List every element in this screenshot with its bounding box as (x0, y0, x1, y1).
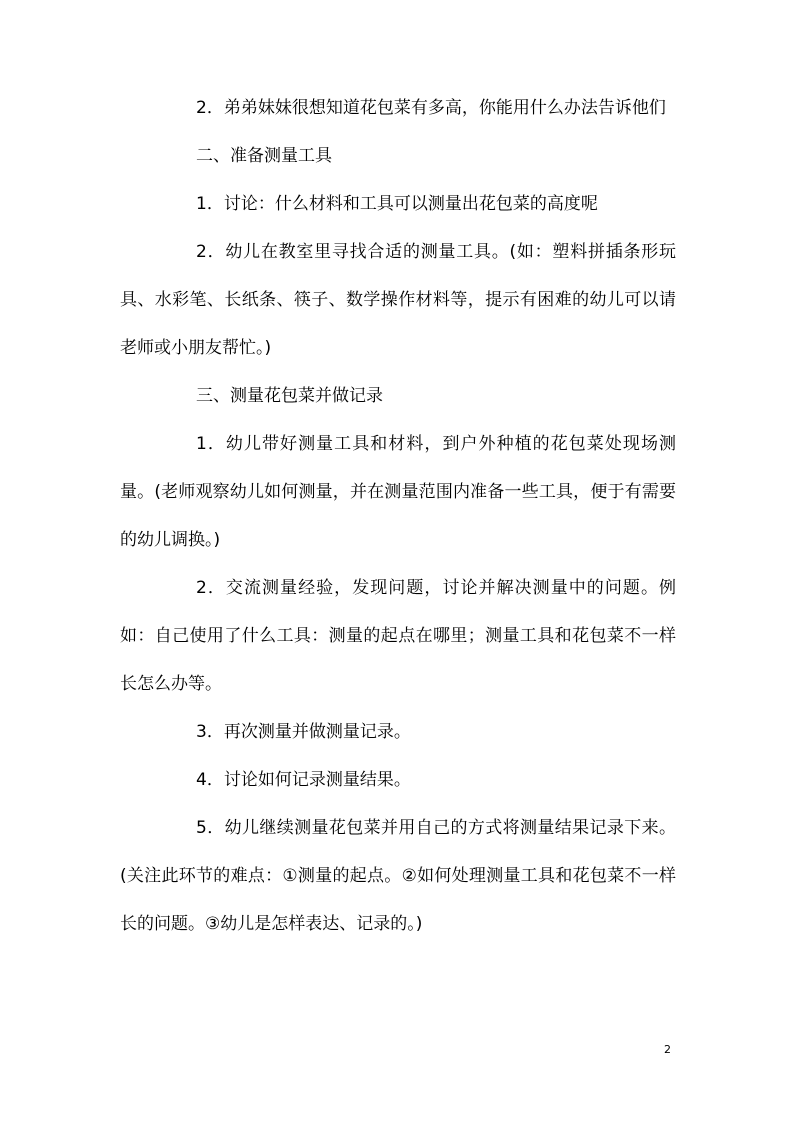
section-heading: 三、测量花包菜并做记录 (196, 386, 383, 406)
paragraph: 2．交流测量经验，发现问题，讨论并解决测量中的问题。例如：自己使用了什么工具：测量的起点在哪里；测量工具和花包菜不一样长怎么办等。 (120, 578, 676, 694)
paragraph: 2．幼儿在教室里寻找合适的测量工具。(如：塑料拼插条形玩具、水彩笔、长纸条、筷子、数学操作材料等，提示有困难的幼儿可以请老师或小朋友帮忙。) (120, 242, 676, 358)
paragraph: 3．再次测量并做测量记录。 (196, 722, 411, 742)
section-heading: 二、准备测量工具 (196, 146, 332, 166)
paragraph: 1．幼儿带好测量工具和材料，到户外种植的花包菜处现场测量。(老师观察幼儿如何测量，并在测量范围内准备一些工具，便于有需要的幼儿调换。) (120, 434, 676, 550)
paragraph: 1．讨论：什么材料和工具可以测量出花包菜的高度呢 (196, 194, 598, 214)
paragraph: 2．弟弟妹妹很想知道花包菜有多高，你能用什么办法告诉他们 (196, 98, 666, 118)
paragraph: 5．幼儿继续测量花包菜并用自己的方式将测量结果记录下来。(关注此环节的难点：①测量的起点。②如何处理测量工具和花包菜不一样长的问题。③幼儿是怎样表达、记录的。) (120, 818, 676, 934)
paragraph: 4．讨论如何记录测量结果。 (196, 770, 411, 790)
page-number: 2 (664, 1043, 671, 1056)
document-body (120, 84, 676, 948)
